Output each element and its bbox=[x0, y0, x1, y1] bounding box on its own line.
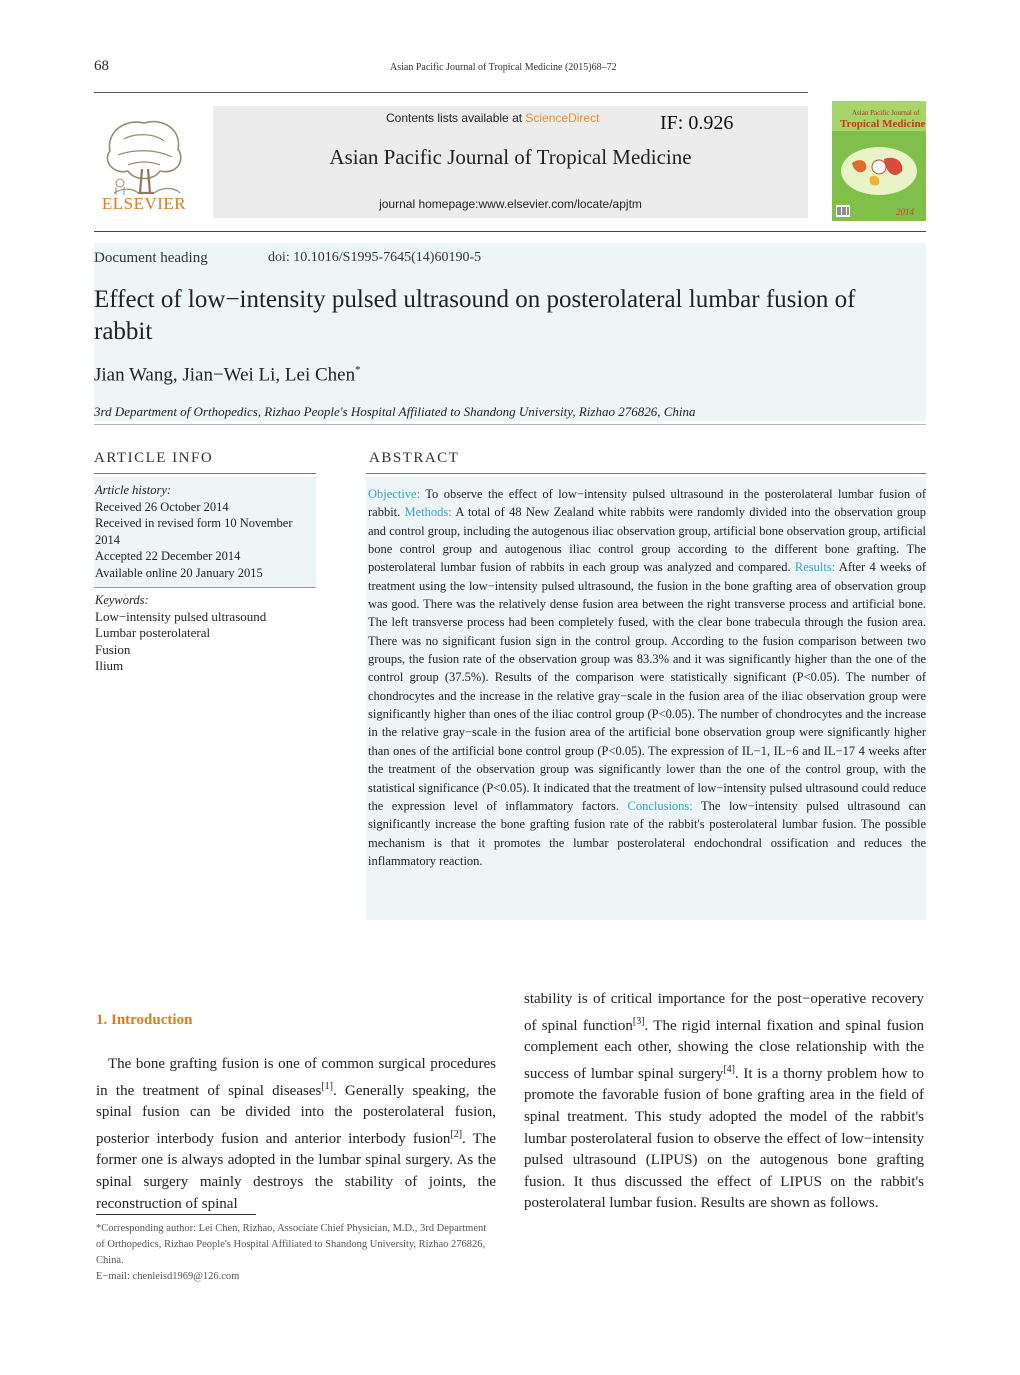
introduction-column-right bbox=[524, 989, 924, 1215]
intro-text: The bone grafting fusion is one of common surgical procedures in the treatment of spinal diseases bbox=[96, 1056, 496, 1099]
sciencedirect-link[interactable]: ScienceDirect bbox=[525, 111, 600, 125]
affiliation: 3rd Department of Orthopedics, Rizhao People's Hospital Affiliated to Shandong University, Rizhao 276826, China bbox=[94, 404, 696, 419]
author-names: Jian Wang, Jian−Wei Li, Lei Chen bbox=[94, 364, 356, 386]
introduction-heading: 1. Introduction bbox=[96, 1012, 193, 1028]
abstract-conclusions: The low−intensity pulsed ultrasound can significantly increase the bone grafting fusion rate of the rabbit's posterolateral lumbar fusion. The possible mechanism is that it promotes the lumbar posterolateral endochondral ossification and reduces the inflammatory reaction. bbox=[368, 798, 926, 868]
citation-link[interactable]: [3] bbox=[632, 1015, 645, 1027]
journal-name: Asian Pacific Journal of Tropical Medicine bbox=[329, 145, 692, 169]
citation-link[interactable]: [2] bbox=[450, 1128, 463, 1140]
abstract-objective: To observe the effect of low−intensity pulsed ultrasound in the posterolateral lumbar fusion of rabbit. bbox=[368, 487, 926, 520]
contents-line bbox=[386, 111, 599, 125]
page-number: 68 bbox=[94, 58, 109, 74]
citation-link[interactable]: [4] bbox=[723, 1063, 735, 1075]
abstract-methods: A total of 48 New Zealand white rabbits were randomly divided into the observation group and control group, including the autogenous iliac observation group, artificial bone observation group, artificial bone control group and autogenous iliac control group according to the different bone grafting. The posterolateral lumbar fusion of rabbits in each group was analyzed and compared. bbox=[368, 505, 926, 575]
corresponding-author-note: *Corresponding author: Lei Chen, Rizhao, Associate Chief Physician, M.D., 3rd Department of Orthopedics, Rizhao People's Hospital Affiliated to Shandong University, Rizhao 276826, China. bbox=[96, 1223, 487, 1266]
footnote-rule bbox=[96, 1214, 256, 1215]
keyword-item: Lumbar posterolateral bbox=[95, 625, 211, 640]
journal-homepage-link[interactable]: journal homepage:www.elsevier.com/locate/apjtm bbox=[379, 197, 642, 211]
abstract-rule bbox=[366, 473, 926, 474]
email-link[interactable]: E−mail: chenleisd1969@126.com bbox=[96, 1271, 240, 1282]
masthead-rule-bottom bbox=[94, 231, 926, 232]
intro-text: . It is a thorny problem how to promote the favorable fusion of bone grafting area in the field of spinal treatment. This study adopted the model of the rabbit's lumbar posterolateral fusion to observe the effect of low−intensity pulsed ultrasound (LIPUS) on the autogenous bone grafting fusion. It thus discussed the effect of LIPUS on the rabbit's posterolateral lumbar fusion. Results are shown as follows. bbox=[524, 1065, 925, 1212]
abstract-text bbox=[368, 485, 926, 870]
accepted-date: Accepted 22 December 2014 bbox=[95, 549, 241, 563]
masthead-rule-top bbox=[94, 92, 808, 93]
intro-text: . The rigid internal fixation and spinal fusion complement each other, showing the close relationship with the success of lumbar spinal surgery bbox=[524, 1017, 924, 1082]
doi[interactable]: doi: 10.1016/S1995-7645(14)60190-5 bbox=[268, 250, 482, 265]
keyword-item: Low−intensity pulsed ultrasound bbox=[95, 608, 267, 624]
received-date: Received 26 October 2014 bbox=[95, 499, 229, 514]
svg-text:Asian Pacific Journal of: Asian Pacific Journal of bbox=[852, 109, 920, 117]
footnote bbox=[96, 1221, 496, 1285]
affiliation-rule bbox=[94, 424, 926, 425]
authors bbox=[94, 364, 361, 386]
article-history bbox=[95, 482, 317, 581]
abstract-results: After 4 weeks of treatment using the low−intensity pulsed ultrasound, the fusion in the bone grafting area of observation group was good. There was the relatively dense fusion area between the right transverse process and artificial bone. The left transverse process had been completely fused, with the clear bone trabecula through the fusion area. There was no significant fusion sign in the control group. According to the fusion comparison between two groups, the fusion rate of the observation group was 83.3% and it was significantly higher than the one of the control group (37.5%). Results of the comparison were statistically significant (P<0.05). The number of chondrocytes and the increase in the relative gray−scale in the fusion area of the iliac observation group were significantly higher than ones of the iliac control group (P<0.05). The number of chondrocytes and the increase in the relative gray−scale in the fusion area of the artificial bone observation group were significantly higher than ones of the artificial bone control group (P<0.05). The expression of IL−1, IL−6 and IL−17 4 weeks after the treatment of the observation group was significantly lower than the one of the control group, with the statistical significance (P<0.05). It indicated that the treatment of low−intensity pulsed ultrasound could reduce the expression level of inflammatory factors. bbox=[368, 560, 926, 813]
abstract-conclusions-label: Conclusions: bbox=[627, 798, 693, 813]
running-head: Asian Pacific Journal of Tropical Medicine (2015)68–72 bbox=[390, 62, 617, 73]
document-heading: Document heading bbox=[94, 250, 208, 266]
impact-factor: IF: 0.926 bbox=[660, 112, 734, 134]
history-label: Article history: bbox=[95, 483, 172, 497]
intro-text: stability is of critical importance for the post−operative recovery of spinal function bbox=[524, 991, 924, 1034]
keywords-block bbox=[95, 592, 317, 675]
intro-text: . The former one is always adopted in the lumbar spinal surgery. As the spinal surgery mainly destroys the stability of joints, the reconstruction of spinal bbox=[96, 1130, 496, 1212]
publisher-logo-text: ELSEVIER bbox=[101, 194, 187, 213]
svg-text:2014: 2014 bbox=[896, 207, 914, 217]
svg-text:Tropical Medicine: Tropical Medicine bbox=[840, 118, 926, 130]
citation-link[interactable]: [1] bbox=[321, 1080, 333, 1092]
revised-date: Received in revised form 10 November 2014 bbox=[95, 516, 293, 547]
journal-cover-image bbox=[832, 101, 926, 221]
introduction-column-left bbox=[96, 1054, 496, 1215]
article-title: Effect of low−intensity pulsed ultrasound on posterolateral lumbar fusion of rabbit bbox=[94, 286, 856, 345]
contents-prefix: Contents lists available at bbox=[386, 111, 526, 125]
keywords-label: Keywords: bbox=[95, 593, 149, 607]
corresponding-author-mark: * bbox=[355, 364, 361, 376]
abstract-heading: ABSTRACT bbox=[369, 450, 460, 466]
abstract-objective-label: Objective: bbox=[368, 487, 421, 501]
keyword-item: Ilium bbox=[95, 658, 124, 673]
keywords-rule bbox=[94, 587, 316, 588]
abstract-methods-label: Methods: bbox=[404, 505, 452, 520]
online-date: Available online 20 January 2015 bbox=[95, 565, 263, 580]
article-info-heading: ARTICLE INFO bbox=[94, 450, 214, 466]
intro-text: . Generally speaking, the spinal fusion can be divided into the posterolateral fusion, posterior interbody fusion and anterior interbody fusion bbox=[96, 1082, 497, 1147]
abstract-results-label: Results: bbox=[794, 560, 836, 575]
article-info-rule bbox=[94, 473, 316, 474]
keyword-item: Fusion bbox=[95, 641, 131, 657]
